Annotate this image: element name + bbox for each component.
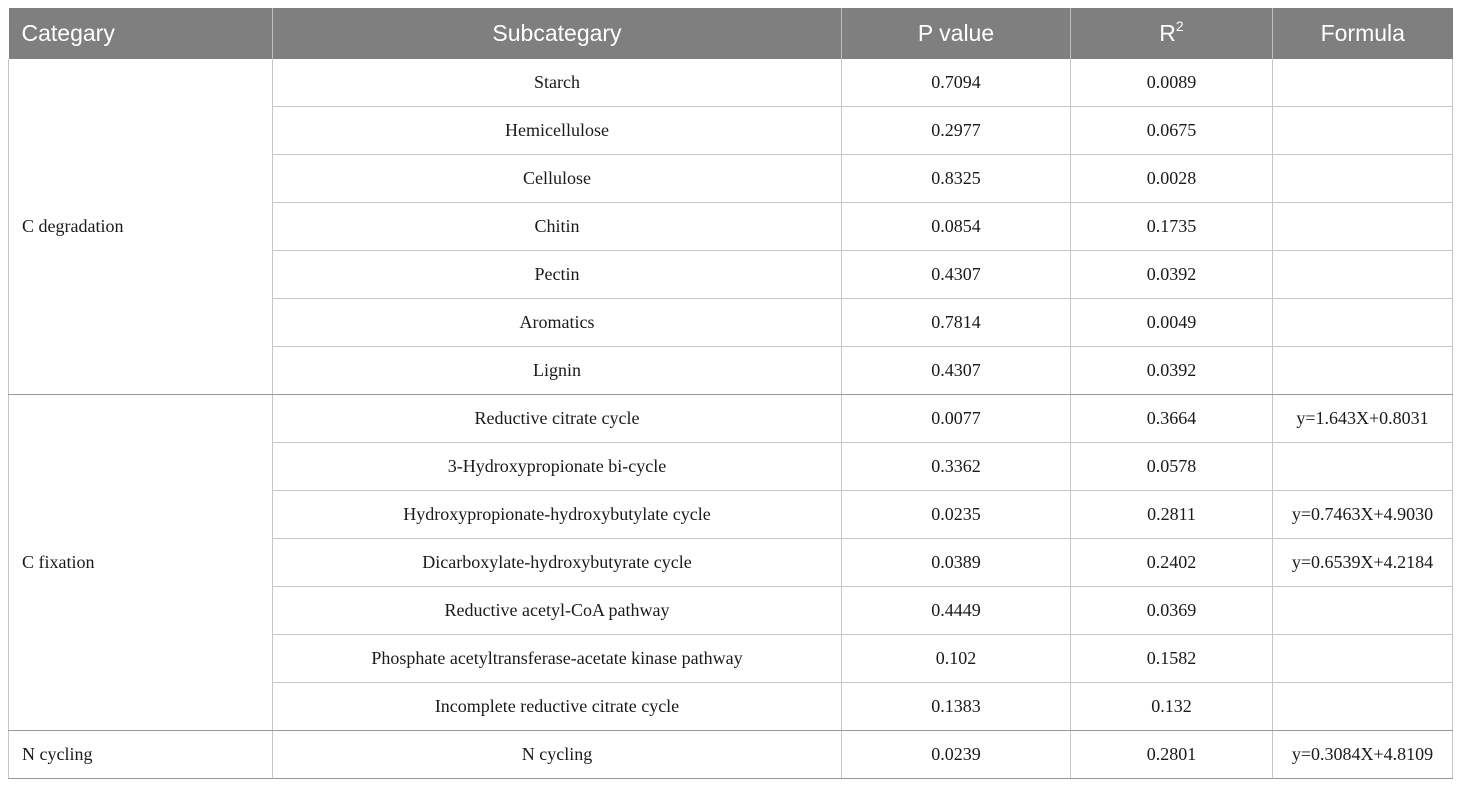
- header-category: Categary: [9, 8, 273, 59]
- header-r-squared-base: R: [1159, 20, 1176, 46]
- r-squared-cell: 0.0089: [1071, 59, 1273, 107]
- p-value-cell: 0.0239: [842, 731, 1071, 779]
- r-squared-cell: 0.132: [1071, 683, 1273, 731]
- formula-cell: [1273, 155, 1453, 203]
- p-value-cell: 0.102: [842, 635, 1071, 683]
- p-value-cell: 0.4449: [842, 587, 1071, 635]
- subcategory-cell: Reductive acetyl-CoA pathway: [273, 587, 842, 635]
- subcategory-cell: Hydroxypropionate-hydroxybutylate cycle: [273, 491, 842, 539]
- subcategory-cell: Cellulose: [273, 155, 842, 203]
- p-value-cell: 0.0077: [842, 395, 1071, 443]
- p-value-cell: 0.3362: [842, 443, 1071, 491]
- subcategory-cell: Dicarboxylate-hydroxybutyrate cycle: [273, 539, 842, 587]
- r-squared-cell: 0.0369: [1071, 587, 1273, 635]
- formula-cell: [1273, 683, 1453, 731]
- formula-cell: y=0.6539X+4.2184: [1273, 539, 1453, 587]
- subcategory-cell: Chitin: [273, 203, 842, 251]
- subcategory-cell: Aromatics: [273, 299, 842, 347]
- table-row: [9, 59, 1453, 107]
- subcategory-cell: N cycling: [273, 731, 842, 779]
- subcategory-cell: 3-Hydroxypropionate bi-cycle: [273, 443, 842, 491]
- header-r-squared: [1071, 8, 1273, 59]
- r-squared-cell: 0.2801: [1071, 731, 1273, 779]
- header-subcategory: Subcategary: [273, 8, 842, 59]
- r-squared-cell: 0.3664: [1071, 395, 1273, 443]
- category-cell: C degradation: [9, 59, 273, 395]
- formula-cell: [1273, 251, 1453, 299]
- category-cell: C fixation: [9, 395, 273, 731]
- subcategory-cell: Pectin: [273, 251, 842, 299]
- r-squared-cell: 0.1735: [1071, 203, 1273, 251]
- formula-cell: y=0.3084X+4.8109: [1273, 731, 1453, 779]
- formula-cell: [1273, 59, 1453, 107]
- header-row: [9, 8, 1453, 59]
- r-squared-cell: 0.0028: [1071, 155, 1273, 203]
- table-row: [9, 731, 1453, 779]
- formula-cell: [1273, 635, 1453, 683]
- p-value-cell: 0.7094: [842, 59, 1071, 107]
- formula-cell: y=0.7463X+4.9030: [1273, 491, 1453, 539]
- subcategory-cell: Hemicellulose: [273, 107, 842, 155]
- p-value-cell: 0.0389: [842, 539, 1071, 587]
- header-p-value: P value: [842, 8, 1071, 59]
- p-value-cell: 0.0235: [842, 491, 1071, 539]
- p-value-cell: 0.7814: [842, 299, 1071, 347]
- p-value-cell: 0.4307: [842, 347, 1071, 395]
- formula-cell: [1273, 587, 1453, 635]
- p-value-cell: 0.0854: [842, 203, 1071, 251]
- table-header: [9, 8, 1453, 59]
- p-value-cell: 0.4307: [842, 251, 1071, 299]
- formula-cell: y=1.643X+0.8031: [1273, 395, 1453, 443]
- formula-cell: [1273, 443, 1453, 491]
- r-squared-cell: 0.2402: [1071, 539, 1273, 587]
- p-value-cell: 0.2977: [842, 107, 1071, 155]
- subcategory-cell: Starch: [273, 59, 842, 107]
- r-squared-cell: 0.0392: [1071, 347, 1273, 395]
- subcategory-cell: Lignin: [273, 347, 842, 395]
- table-body: [9, 59, 1453, 779]
- r-squared-cell: 0.0578: [1071, 443, 1273, 491]
- category-cell: N cycling: [9, 731, 273, 779]
- p-value-cell: 0.8325: [842, 155, 1071, 203]
- formula-cell: [1273, 347, 1453, 395]
- header-formula: Formula: [1273, 8, 1453, 59]
- header-r-squared-sup: 2: [1175, 18, 1184, 34]
- formula-cell: [1273, 299, 1453, 347]
- r-squared-cell: 0.2811: [1071, 491, 1273, 539]
- subcategory-cell: Phosphate acetyltransferase-acetate kinase pathway: [273, 635, 842, 683]
- subcategory-cell: Reductive citrate cycle: [273, 395, 842, 443]
- r-squared-cell: 0.0392: [1071, 251, 1273, 299]
- r-squared-cell: 0.0049: [1071, 299, 1273, 347]
- formula-cell: [1273, 203, 1453, 251]
- regression-table: [8, 8, 1453, 779]
- p-value-cell: 0.1383: [842, 683, 1071, 731]
- r-squared-cell: 0.1582: [1071, 635, 1273, 683]
- subcategory-cell: Incomplete reductive citrate cycle: [273, 683, 842, 731]
- table-row: [9, 395, 1453, 443]
- r-squared-cell: 0.0675: [1071, 107, 1273, 155]
- formula-cell: [1273, 107, 1453, 155]
